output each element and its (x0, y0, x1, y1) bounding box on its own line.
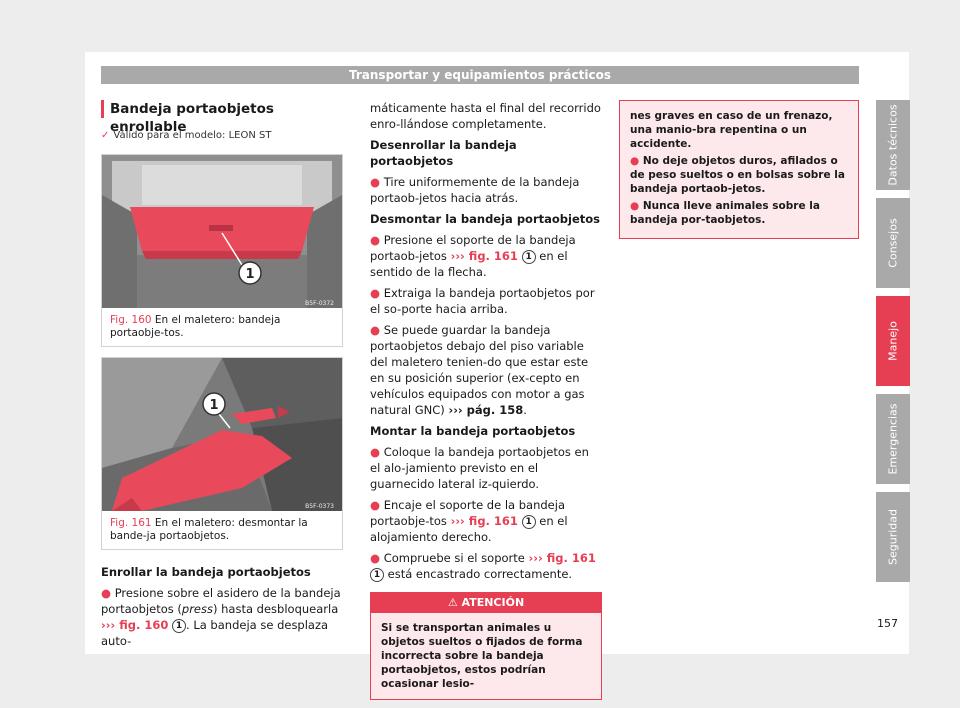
instruction-bullet: ● Extraiga la bandeja portaobjetos por el so-porte hacia arriba. (370, 286, 595, 316)
tab-seguridad[interactable]: Seguridad (876, 492, 910, 582)
figure-caption: Fig. 161 En el maletero: desmontar la bande-ja portaobjetos. (110, 517, 308, 542)
bullet-icon: ● (630, 155, 640, 167)
warning-box-continued (619, 100, 859, 239)
instruction-bullet: ● Se puede guardar la bandeja portaobjetos debajo del piso variable del maletero tenien-do que estar este en su posición superior (ex-cepto en vehículos equipados con motor a gas natural GNC) ››› pág. 158. (370, 323, 589, 417)
column-2 (370, 100, 602, 700)
bullet-icon: ● (370, 551, 381, 565)
warning-body: nes graves en caso de un frenazo, una manio-bra repentina o un accidente. ● No deje objetos duros, afilados o de peso sueltos o en bolsas sobre la bandeja portaob-jetos. ● Nunca lleve animales sobre la bandeja por-taobjetos. (620, 101, 858, 238)
instruction-bullet: ● Tire uniformemente de la bandeja portaob-jetos hacia atrás. (370, 175, 580, 205)
figure-caption: Fig. 160 En el maletero: bandeja portaobje-tos. (110, 314, 281, 339)
callout-number: 1 (522, 515, 536, 529)
bullet-icon: ● (101, 586, 112, 600)
tab-datos-tecnicos[interactable]: Datos técnicos (876, 100, 910, 190)
tab-emergencias[interactable]: Emergencias (876, 394, 910, 484)
warning-bullet: ● No deje objetos duros, afilados o de peso sueltos o en bolsas sobre la bandeja portaob-jetos. (630, 155, 845, 195)
subheading-remove: Desmontar la bandeja portaobjetos (370, 212, 600, 226)
instruction-bullet: ● Coloque la bandeja portaobjetos en el alo-jamiento previsto en el guarnecido lateral iz-quierdo. (370, 445, 589, 491)
bullet-icon: ● (370, 175, 381, 189)
tab-manejo[interactable]: Manejo (876, 296, 910, 386)
figure-161 (101, 357, 343, 550)
figure-160 (101, 154, 343, 347)
column-1 (101, 100, 343, 654)
figure-link[interactable]: ››› fig. 161 (450, 249, 518, 263)
trunk-cover-image (102, 155, 342, 308)
subheading-mount: Montar la bandeja portaobjetos (370, 424, 576, 438)
column-3 (619, 100, 859, 239)
bullet-icon: ● (370, 286, 381, 300)
warning-header: ⚠ ATENCIÓN (371, 593, 601, 613)
figure-marker: 1 (209, 398, 219, 413)
bullet-icon: ● (370, 498, 381, 512)
callout-number: 1 (172, 619, 186, 633)
figure-link[interactable]: ››› fig. 161 (450, 514, 518, 528)
validity-note: ✓ Válido para el modelo: LEON ST (101, 130, 272, 141)
callout-number: 1 (370, 568, 384, 582)
bullet-icon: ● (630, 200, 640, 212)
instruction-bullet: ● Compruebe si el soporte ››› fig. 161 1 está encastrado correctamente. (370, 551, 596, 581)
page-link[interactable]: ››› pág. 158 (448, 403, 524, 417)
section-title: Bandeja portaobjetos enrollable (101, 100, 343, 118)
bullet-icon: ● (370, 233, 381, 247)
instruction-bullet: ● Presione sobre el asidero de la bandeja portaobjetos (press) hasta desbloquearla ››› fig. 160 1 . La bandeja se desplaza auto- (101, 586, 341, 648)
subheading-roll: Enrollar la bandeja portaobjetos (101, 565, 311, 579)
warning-box (370, 592, 602, 700)
chapter-header: Transportar y equipamientos prácticos (101, 66, 859, 84)
warning-bullet: ● Nunca lleve animales sobre la bandeja por-taobjetos. (630, 200, 820, 226)
instruction-bullet: ● Encaje el soporte de la bandeja portaobje-tos ››› fig. 161 1 en el alojamiento derecho. (370, 498, 568, 544)
figure-link[interactable]: ››› fig. 160 (101, 618, 169, 632)
callout-number: 1 (522, 250, 536, 264)
tab-consejos[interactable]: Consejos (876, 198, 910, 288)
figure-link[interactable]: ››› fig. 161 (528, 551, 596, 565)
page-number: 157 (877, 617, 898, 630)
bullet-icon: ● (370, 445, 381, 459)
instruction-bullet: ● Presione el soporte de la bandeja portaob-jetos ››› fig. 161 1 en el sentido de la flecha. (370, 233, 576, 279)
warning-icon: ⚠ (447, 596, 458, 609)
bullet-icon: ● (370, 323, 381, 337)
cover-removal-image (102, 358, 342, 511)
subheading-unroll: Desenrollar la bandeja portaobjetos (370, 138, 517, 168)
check-icon: ✓ (101, 130, 110, 141)
figure-code: B5F-0373 (305, 503, 334, 510)
warning-body: Si se transportan animales u objetos sueltos o fijados de forma incorrecta sobre la bandeja portaobjetos, estos podrían ocasionar lesio- (381, 622, 583, 690)
figure-code: B5F-0372 (305, 300, 334, 307)
continuation-text: máticamente hasta el final del recorrido enro-llándose completamente. (370, 101, 601, 131)
figure-marker: 1 (245, 267, 255, 282)
